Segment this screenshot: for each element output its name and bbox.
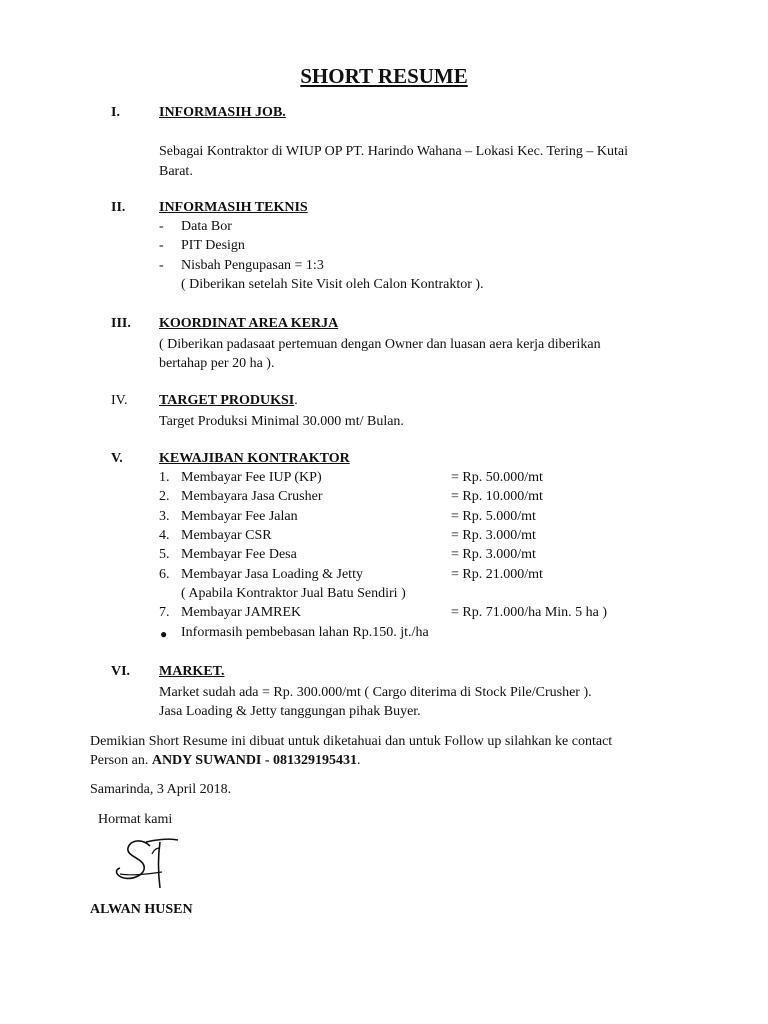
section-3-line-2: bertahap per 20 ha ). <box>159 356 275 371</box>
obligation-number: 3. <box>159 509 170 524</box>
closing-suffix: . <box>357 753 361 768</box>
obligation-label: Membayara Jasa Crusher <box>181 489 323 504</box>
obligation-label: Membayar JAMREK <box>181 605 302 620</box>
obligation-number: 2. <box>159 489 170 504</box>
obligation-number: 6. <box>159 567 170 582</box>
list-dash: - <box>159 258 164 273</box>
closing-line-1: Demikian Short Resume ini dibuat untuk diketahuai dan untuk Follow up silahkan ke contact <box>90 734 613 749</box>
obligation-value: = Rp. 3.000/mt <box>451 528 536 543</box>
obligation-number: 7. <box>159 605 170 620</box>
bullet-icon: ● <box>160 627 168 641</box>
obligation-number: 1. <box>159 470 170 485</box>
section-1-line-2: Barat. <box>159 164 193 179</box>
regards: Hormat kami <box>98 812 173 827</box>
land-clearing-info: Informasih pembebasan lahan Rp.150. jt./ha <box>181 625 429 640</box>
section-2-number: II. <box>111 200 126 215</box>
list-dash: - <box>159 238 164 253</box>
section-4-number: IV. <box>111 393 128 408</box>
section-1-heading: INFORMASIH JOB. <box>159 105 286 120</box>
section-4-heading-wrap <box>159 393 298 409</box>
contact-person: ANDY SUWANDI - 081329195431 <box>151 753 358 768</box>
obligation-label: Membayar CSR <box>181 528 272 543</box>
obligation-value: = Rp. 50.000/mt <box>451 470 543 485</box>
obligation-note: ( Apabila Kontraktor Jual Batu Sendiri ) <box>181 586 406 601</box>
section-6-heading: MARKET. <box>159 664 225 679</box>
section-6-number: VI. <box>111 664 131 679</box>
obligation-value: = Rp. 3.000/mt <box>451 547 536 562</box>
closing-prefix: Person an. <box>90 753 152 768</box>
section-2-note: ( Diberikan setelah Site Visit oleh Calon Kontraktor ). <box>181 277 484 292</box>
section-6-line-2: Jasa Loading & Jetty tanggungan pihak Buyer. <box>159 704 421 719</box>
obligation-number: 4. <box>159 528 170 543</box>
place-date: Samarinda, 3 April 2018. <box>90 782 232 797</box>
section-6-line-1: Market sudah ada = Rp. 300.000/mt ( Cargo diterima di Stock Pile/Crusher ). <box>159 685 592 700</box>
section-4-heading-suffix: . <box>294 393 298 408</box>
obligation-value: = Rp. 21.000/mt <box>451 567 543 582</box>
document-title: SHORT RESUME <box>300 64 468 88</box>
section-3-heading: KOORDINAT AREA KERJA <box>159 316 339 331</box>
section-5-number: V. <box>111 451 123 466</box>
section-3-line-1: ( Diberikan padasaat pertemuan dengan Owner dan luasan aera kerja diberikan <box>159 337 601 352</box>
section-5-heading: KEWAJIBAN KONTRAKTOR <box>159 451 350 466</box>
obligation-value: = Rp. 71.000/ha Min. 5 ha ) <box>451 605 608 620</box>
section-2-heading: INFORMASIH TEKNIS <box>159 200 308 215</box>
obligation-label: Membayar Fee Jalan <box>181 509 298 524</box>
obligation-number: 5. <box>159 547 170 562</box>
section-4-line-1: Target Produksi Minimal 30.000 mt/ Bulan. <box>159 414 404 429</box>
closing-line-2 <box>90 751 361 771</box>
obligation-label: Membayar Fee Desa <box>181 547 297 562</box>
signer-name: ALWAN HUSEN <box>90 902 193 917</box>
obligation-label: Membayar Jasa Loading & Jetty <box>181 567 363 582</box>
list-item: Data Bor <box>181 219 232 234</box>
section-1-number: I. <box>111 105 120 120</box>
list-dash: - <box>159 219 164 234</box>
section-1-line-1: Sebagai Kontraktor di WIUP OP PT. Harindo Wahana – Lokasi Kec. Tering – Kutai <box>159 144 628 159</box>
section-3-number: III. <box>111 316 131 331</box>
obligation-label: Membayar Fee IUP (KP) <box>181 470 322 485</box>
signature-image <box>112 832 184 894</box>
obligation-value: = Rp. 5.000/mt <box>451 509 536 524</box>
list-item: Nisbah Pengupasan = 1:3 <box>181 258 324 273</box>
list-item: PIT Design <box>181 238 245 253</box>
obligation-value: = Rp. 10.000/mt <box>451 489 543 504</box>
section-4-heading: TARGET PRODUKSI <box>159 393 295 408</box>
